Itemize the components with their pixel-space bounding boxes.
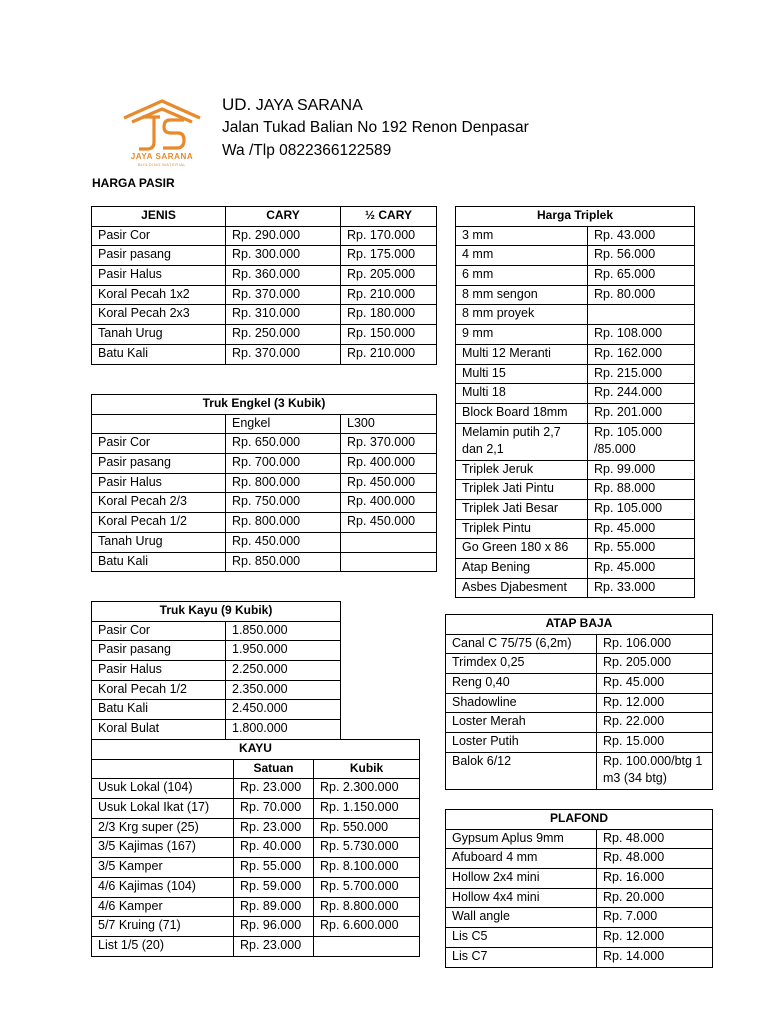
table-title: Truk Engkel (3 Kubik)	[92, 395, 437, 415]
table-title-row	[92, 395, 437, 415]
item-name-cell: 6 mm	[456, 266, 588, 286]
price-cell: Rp. 7.000	[597, 908, 713, 928]
price-cell: Rp. 70.000	[234, 799, 314, 819]
item-name-cell: Hollow 2x4 mini	[446, 869, 597, 889]
item-name-cell: Canal C 75/75 (6,2m)	[446, 634, 597, 654]
item-name-cell: Pasir pasang	[92, 454, 226, 474]
table-title: Harga Triplek	[456, 207, 695, 227]
logo-letter-s	[163, 120, 184, 148]
table-row	[92, 246, 437, 266]
item-name-cell: Multi 12 Meranti	[456, 344, 588, 364]
item-name-cell: Batu Kali	[92, 700, 226, 720]
column-subheader: Kubik	[314, 759, 420, 779]
table-row	[92, 325, 437, 345]
price-cell: Rp. 106.000	[597, 634, 713, 654]
item-name-cell: Koral Pecah 2/3	[92, 493, 226, 513]
price-cell: Rp. 6.600.000	[314, 917, 420, 937]
item-name-cell: Pasir Cor	[92, 434, 226, 454]
item-name-cell: Pasir Halus	[92, 266, 226, 286]
table-row	[446, 829, 713, 849]
item-name-cell: Multi 18	[456, 384, 588, 404]
price-cell: Rp. 800.000	[226, 473, 341, 493]
item-name-cell: Balok 6/12	[446, 752, 597, 789]
item-name-cell: 5/7 Kruing (71)	[92, 917, 234, 937]
item-name-cell: Usuk Lokal Ikat (17)	[92, 799, 234, 819]
item-name-cell: Usuk Lokal (104)	[92, 779, 234, 799]
table-row	[456, 578, 695, 598]
item-name-cell: Gypsum Aplus 9mm	[446, 829, 597, 849]
price-cell: Rp. 210.000	[341, 344, 437, 364]
item-name-cell: Melamin putih 2,7 dan 2,1	[456, 423, 588, 460]
table-row	[446, 733, 713, 753]
price-cell: Rp. 40.000	[234, 838, 314, 858]
table-row	[92, 434, 437, 454]
price-cell: Rp. 150.000	[341, 325, 437, 345]
company-name: JAYA SARANA	[255, 97, 363, 114]
table-row	[92, 552, 437, 572]
plafond-table	[445, 809, 713, 968]
item-name-cell: Lis C5	[446, 928, 597, 948]
price-cell: Rp. 20.000	[597, 888, 713, 908]
item-name-cell: Go Green 180 x 86	[456, 539, 588, 559]
table-row	[446, 674, 713, 694]
price-cell: Rp. 48.000	[597, 849, 713, 869]
table-title: ATAP BAJA	[446, 615, 713, 635]
price-cell: Rp. 400.000	[341, 493, 437, 513]
price-cell: Rp. 450.000	[341, 513, 437, 533]
price-cell: Rp. 210.000	[341, 285, 437, 305]
price-cell: Rp. 45.000	[597, 674, 713, 694]
item-name-cell: Tanah Urug	[92, 532, 226, 552]
item-name-cell: Triplek Jati Pintu	[456, 480, 588, 500]
table-header-row	[92, 207, 437, 227]
price-cell: Rp. 205.000	[341, 266, 437, 286]
table-title-row	[92, 602, 341, 622]
triplek-price-table	[455, 206, 695, 598]
price-cell: Rp. 23.000	[234, 818, 314, 838]
price-cell: Rp. 12.000	[597, 928, 713, 948]
item-name-cell: Triplek Jeruk	[456, 460, 588, 480]
column-header: ½ CARY	[341, 207, 437, 227]
company-logo	[118, 98, 206, 168]
price-cell: Rp. 96.000	[234, 917, 314, 937]
price-cell: Rp. 180.000	[341, 305, 437, 325]
price-cell: Rp. 99.000	[588, 460, 695, 480]
item-name-cell: Pasir Cor	[92, 621, 226, 641]
item-name-cell: Multi 15	[456, 364, 588, 384]
price-cell: Rp. 55.000	[588, 539, 695, 559]
price-cell: Rp. 360.000	[226, 266, 341, 286]
table-row	[92, 226, 437, 246]
table-row	[446, 752, 713, 789]
table-title: PLAFOND	[446, 810, 713, 830]
price-cell: Rp. 56.000	[588, 246, 695, 266]
price-cell: Rp. 162.000	[588, 344, 695, 364]
table-row	[456, 285, 695, 305]
item-name-cell: Trimdex 0,25	[446, 654, 597, 674]
item-name-cell: Koral Pecah 1/2	[92, 680, 226, 700]
price-cell: Rp. 370.000	[226, 285, 341, 305]
column-subheader	[92, 414, 226, 434]
table-row	[456, 325, 695, 345]
item-name-cell: Koral Pecah 2x3	[92, 305, 226, 325]
price-cell: Rp. 700.000	[226, 454, 341, 474]
table-row	[92, 473, 437, 493]
item-name-cell: Tanah Urug	[92, 325, 226, 345]
table-title-row	[446, 810, 713, 830]
table-row	[446, 888, 713, 908]
table-row	[92, 621, 341, 641]
price-cell: Rp. 201.000	[588, 403, 695, 423]
price-cell: Rp. 48.000	[597, 829, 713, 849]
table-row	[92, 661, 341, 681]
price-cell: Rp. 105.000 /85.000	[588, 423, 695, 460]
table-row	[446, 947, 713, 967]
price-cell: Rp. 14.000	[597, 947, 713, 967]
table-row	[92, 641, 341, 661]
price-cell: Rp. 650.000	[226, 434, 341, 454]
price-cell: 2.250.000	[226, 661, 341, 681]
price-cell: Rp. 170.000	[341, 226, 437, 246]
item-name-cell: 8 mm proyek	[456, 305, 588, 325]
table-row	[92, 799, 420, 819]
table-row	[456, 344, 695, 364]
table-row	[92, 779, 420, 799]
price-cell: Rp. 23.000	[234, 936, 314, 956]
price-cell	[314, 936, 420, 956]
item-name-cell: 3/5 Kajimas (167)	[92, 838, 234, 858]
item-name-cell: 4/6 Kajimas (104)	[92, 877, 234, 897]
table-row	[92, 917, 420, 937]
table-row	[92, 897, 420, 917]
table-row	[456, 460, 695, 480]
item-name-cell: Koral Bulat	[92, 720, 226, 740]
price-cell: Rp. 15.000	[597, 733, 713, 753]
price-cell: Rp. 250.000	[226, 325, 341, 345]
table-row	[456, 539, 695, 559]
item-name-cell: Pasir Halus	[92, 661, 226, 681]
item-name-cell: Batu Kali	[92, 552, 226, 572]
logo-text: JAYA SARANA	[130, 152, 194, 161]
table-row	[456, 305, 695, 325]
price-cell: Rp. 23.000	[234, 779, 314, 799]
price-cell: Rp. 310.000	[226, 305, 341, 325]
price-cell: 2.450.000	[226, 700, 341, 720]
column-subheader	[92, 759, 234, 779]
table-row	[92, 858, 420, 878]
table-row	[456, 423, 695, 460]
item-name-cell: 8 mm sengon	[456, 285, 588, 305]
price-cell: Rp. 5.700.000	[314, 877, 420, 897]
item-name-cell: Pasir pasang	[92, 246, 226, 266]
price-cell: Rp. 8.100.000	[314, 858, 420, 878]
section-title-harga-pasir: HARGA PASIR	[92, 176, 175, 190]
item-name-cell: Asbes Djabesment	[456, 578, 588, 598]
item-name-cell: Hollow 4x4 mini	[446, 888, 597, 908]
price-cell: Rp. 450.000	[226, 532, 341, 552]
price-cell: Rp. 400.000	[341, 454, 437, 474]
price-cell: Rp. 8.800.000	[314, 897, 420, 917]
column-header: CARY	[226, 207, 341, 227]
table-row	[456, 480, 695, 500]
table-row	[92, 513, 437, 533]
table-title-row	[456, 207, 695, 227]
column-subheader: L300	[341, 414, 437, 434]
price-cell: Rp. 215.000	[588, 364, 695, 384]
table-row	[456, 226, 695, 246]
item-name-cell: Reng 0,40	[446, 674, 597, 694]
table-row	[446, 908, 713, 928]
logo-letter-j	[139, 117, 160, 149]
price-cell: Rp. 290.000	[226, 226, 341, 246]
item-name-cell: Pasir Halus	[92, 473, 226, 493]
table-row	[92, 532, 437, 552]
item-name-cell: 2/3 Krg super (25)	[92, 818, 234, 838]
price-cell: Rp. 5.730.000	[314, 838, 420, 858]
item-name-cell: Lis C7	[446, 947, 597, 967]
table-row	[456, 519, 695, 539]
table-title: Truk Kayu (9 Kubik)	[92, 602, 341, 622]
table-row	[92, 285, 437, 305]
price-cell: Rp. 300.000	[226, 246, 341, 266]
item-name-cell: Batu Kali	[92, 344, 226, 364]
price-cell: 1.800.000	[226, 720, 341, 740]
table-row	[92, 454, 437, 474]
price-cell: Rp. 244.000	[588, 384, 695, 404]
table-row	[92, 493, 437, 513]
price-cell: Rp. 88.000	[588, 480, 695, 500]
item-name-cell: Atap Bening	[456, 559, 588, 579]
table-row	[92, 344, 437, 364]
price-cell: Rp. 800.000	[226, 513, 341, 533]
atap-baja-table	[445, 614, 713, 790]
item-name-cell: Pasir pasang	[92, 641, 226, 661]
price-cell: Rp. 2.300.000	[314, 779, 420, 799]
price-cell: Rp. 55.000	[234, 858, 314, 878]
company-address: Jalan Tukad Balian No 192 Renon Denpasar	[222, 119, 529, 136]
item-name-cell: Loster Merah	[446, 713, 597, 733]
column-header: JENIS	[92, 207, 226, 227]
price-cell	[588, 305, 695, 325]
item-name-cell: 3 mm	[456, 226, 588, 246]
item-name-cell: Afuboard 4 mm	[446, 849, 597, 869]
price-cell: Rp. 205.000	[597, 654, 713, 674]
company-prefix: UD.	[222, 95, 252, 114]
table-row	[456, 246, 695, 266]
item-name-cell: 9 mm	[456, 325, 588, 345]
table-subheader-row	[92, 414, 437, 434]
table-subheader-row	[92, 759, 420, 779]
company-name-line	[222, 95, 363, 115]
item-name-cell: Pasir Cor	[92, 226, 226, 246]
price-cell: Rp. 45.000	[588, 519, 695, 539]
price-cell: 1.850.000	[226, 621, 341, 641]
price-cell: 2.350.000	[226, 680, 341, 700]
price-cell: Rp. 43.000	[588, 226, 695, 246]
table-row	[456, 403, 695, 423]
item-name-cell: Wall angle	[446, 908, 597, 928]
price-cell: Rp. 550.000	[314, 818, 420, 838]
table-row	[446, 928, 713, 948]
table-row	[92, 680, 341, 700]
pasir-price-table	[91, 206, 437, 365]
item-name-cell: List 1/5 (20)	[92, 936, 234, 956]
price-cell: Rp. 370.000	[341, 434, 437, 454]
table-row	[456, 266, 695, 286]
item-name-cell: 4/6 Kamper	[92, 897, 234, 917]
table-row	[92, 877, 420, 897]
table-row	[446, 869, 713, 889]
kayu-table	[91, 739, 420, 957]
price-cell: Rp. 33.000	[588, 578, 695, 598]
price-cell	[341, 552, 437, 572]
table-row	[446, 634, 713, 654]
price-cell: Rp. 450.000	[341, 473, 437, 493]
table-row	[456, 364, 695, 384]
company-phone: Wa /Tlp 0822366122589	[222, 142, 392, 159]
truk-kayu-table	[91, 601, 341, 740]
price-cell: Rp. 850.000	[226, 552, 341, 572]
table-row	[456, 559, 695, 579]
column-subheader: Engkel	[226, 414, 341, 434]
table-row	[446, 849, 713, 869]
table-row	[456, 384, 695, 404]
table-row	[92, 700, 341, 720]
price-cell: Rp. 108.000	[588, 325, 695, 345]
price-cell: Rp. 22.000	[597, 713, 713, 733]
price-cell	[341, 532, 437, 552]
table-title-row	[92, 740, 420, 760]
price-cell: Rp. 175.000	[341, 246, 437, 266]
truk-engkel-table	[91, 394, 437, 572]
item-name-cell: 4 mm	[456, 246, 588, 266]
item-name-cell: Shadowline	[446, 693, 597, 713]
table-row	[446, 713, 713, 733]
price-cell: Rp. 65.000	[588, 266, 695, 286]
item-name-cell: Triplek Jati Besar	[456, 499, 588, 519]
item-name-cell: Koral Pecah 1x2	[92, 285, 226, 305]
item-name-cell: 3/5 Kamper	[92, 858, 234, 878]
table-title: KAYU	[92, 740, 420, 760]
table-row	[446, 654, 713, 674]
item-name-cell: Koral Pecah 1/2	[92, 513, 226, 533]
price-cell: Rp. 105.000	[588, 499, 695, 519]
table-row	[456, 499, 695, 519]
price-cell: Rp. 12.000	[597, 693, 713, 713]
table-row	[446, 693, 713, 713]
table-row	[92, 266, 437, 286]
table-row	[92, 838, 420, 858]
logo-subtext: BUILDING MATERIAL	[137, 162, 187, 167]
table-row	[92, 936, 420, 956]
table-row	[92, 818, 420, 838]
price-cell: Rp. 89.000	[234, 897, 314, 917]
price-cell: 1.950.000	[226, 641, 341, 661]
price-cell: Rp. 59.000	[234, 877, 314, 897]
price-cell: Rp. 1.150.000	[314, 799, 420, 819]
price-cell: Rp. 750.000	[226, 493, 341, 513]
price-cell: Rp. 16.000	[597, 869, 713, 889]
price-cell: Rp. 45.000	[588, 559, 695, 579]
table-row	[92, 720, 341, 740]
item-name-cell: Block Board 18mm	[456, 403, 588, 423]
table-row	[92, 305, 437, 325]
item-name-cell: Triplek Pintu	[456, 519, 588, 539]
column-subheader: Satuan	[234, 759, 314, 779]
price-cell: Rp. 80.000	[588, 285, 695, 305]
item-name-cell: Loster Putih	[446, 733, 597, 753]
price-cell: Rp. 100.000/btg 1 m3 (34 btg)	[597, 752, 713, 789]
table-title-row	[446, 615, 713, 635]
price-cell: Rp. 370.000	[226, 344, 341, 364]
